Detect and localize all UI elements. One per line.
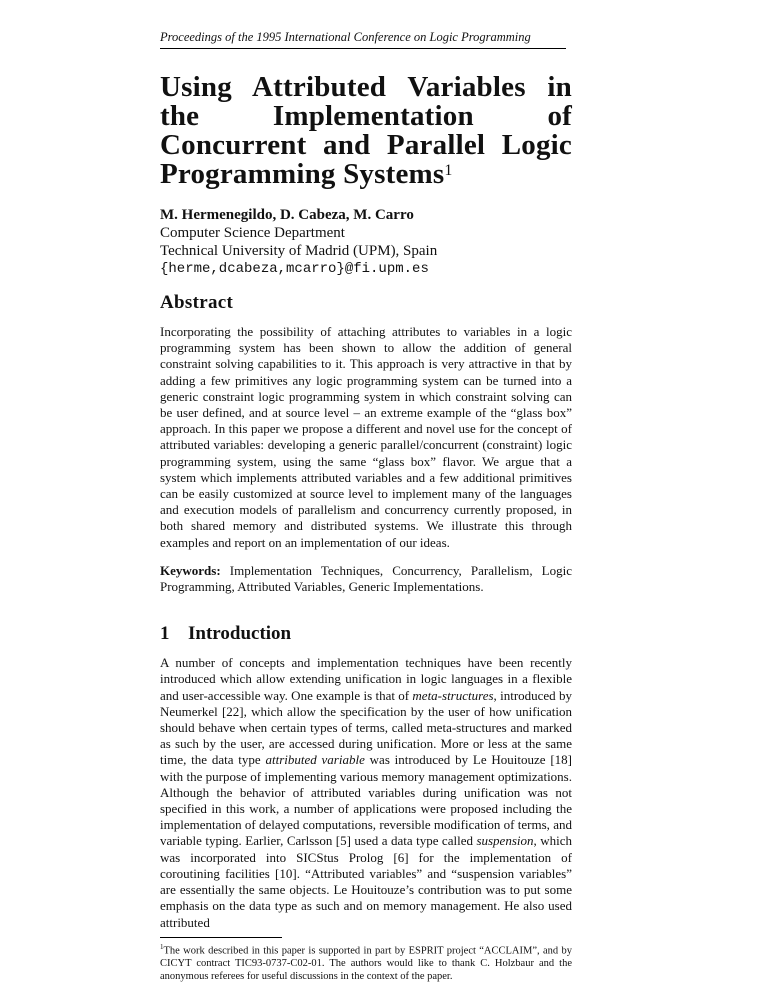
intro-paragraph (160, 655, 572, 930)
authors: M. Hermenegildo, D. Cabeza, M. Carro (160, 207, 414, 223)
title-footnote-mark: 1 (444, 162, 453, 179)
affiliation-university: Technical University of Madrid (UPM), Spain (160, 243, 438, 259)
footnote-rule (160, 937, 282, 938)
term-meta-structures: meta-structures (412, 687, 494, 703)
section-title: Introduction (188, 623, 292, 645)
section-heading (160, 623, 572, 645)
keywords (160, 563, 572, 595)
author-email: {herme,dcabeza,mcarro}@fi.upm.es (160, 261, 429, 277)
intro-text-2: , introduced by Neumerkel [22], which allow the specification by the user of how unification should behave when certain types of terms, called meta-structures and marked as such by the user, are accessed during unification. More or less at the same time, the data type (160, 687, 572, 768)
intro-text-3: was introduced by Le Houitouze [18] with the purpose of implementing various memory management optimizations. Although the behavior of attributed variables during unification was not specified in this work, a number of applications were proposed including the implementation of delayed computations, reversible modification of terms, and variable typing. Earlier, Carlsson [5] used a data type called (160, 752, 572, 849)
keywords-label: Keywords: (160, 562, 221, 578)
intro-text-4: , which was incorporated into SICStus Prolog [6] for the implementation of coroutining facilities [10]. “Attributed variables” and “suspension variables” are essentially the same objects. Le Houitouze’s contribution was to put some emphasis on the data type as such and on memory management. He also used attributed (160, 833, 572, 930)
page (160, 30, 572, 983)
keywords-text: Implementation Techniques, Concurrency, Parallelism, Logic Programming, Attributed Variables, Generic Implementations. (160, 562, 572, 595)
abstract-text: Incorporating the possibility of attaching attributes to variables in a logic programming system has been shown to allow the addition of general constraint solving capabilities to it. This approach is very attractive in that by adding a few primitives any logic programming system can be turned into a generic constraint logic programming system in which constraint solving can be user defined, and at source level – an extreme example of the “glass box” approach. In this paper we propose a different and novel use for the concept of attributed variables: developing a generic parallel/concurrent (constraint) logic programming system, using the same “glass box” flavor. We argue that a system which implements attributed variables and a few additional primitives can be easily customized at source level to implement many of the languages and execution models of parallelism and concurrency currently proposed, in both shared memory and distributed systems. We illustrate this through examples and report on an implementation of our ideas. (160, 324, 572, 550)
affiliation-dept: Computer Science Department (160, 225, 345, 241)
intro-text-1: A number of concepts and implementation techniques have been recently introduced which allow extending unification in logic languages in a flexible and user-accessible way. One example is that of (160, 655, 572, 703)
abstract-heading: Abstract (160, 292, 234, 313)
term-attributed-variable: attributed variable (265, 752, 365, 768)
title-text: Using Attributed Variables in the Implementation of Concurrent and Parallel Logic Programming Systems (160, 71, 572, 190)
paper-title (160, 73, 572, 189)
footnote-text: The work described in this paper is supported in part by ESPRIT project “ACCLAIM”, and by CICYT contract TIC93-0737-C02-01. The authors would like to thank C. Holzbaur and the anonymous referees for useful discussions in the context of the paper. (160, 945, 572, 983)
term-suspension: suspension (476, 833, 534, 849)
footnote (160, 941, 572, 984)
footnote-mark: 1 (160, 942, 164, 951)
running-header: Proceedings of the 1995 International Conference on Logic Programming (160, 30, 566, 49)
section-number: 1 (160, 623, 170, 645)
